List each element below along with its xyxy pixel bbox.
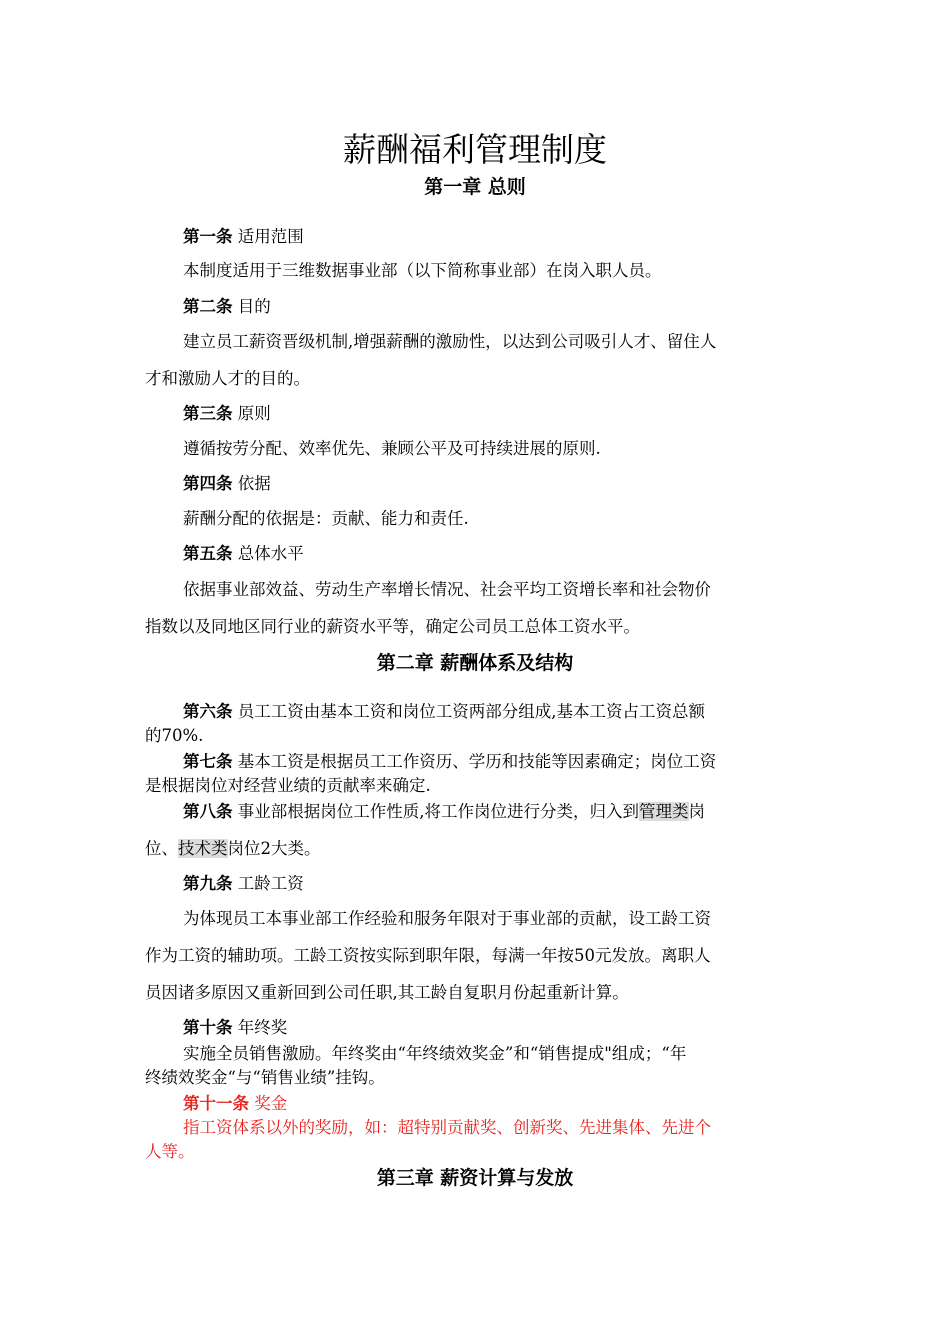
article-6-line-1 (183, 700, 705, 724)
article-label: 第六条 (183, 702, 233, 721)
article-5-body-line-1: 依据事业部效益、劳动生产率增长情况、社会平均工资增长率和社会物价 (183, 580, 711, 599)
article-title: 目的 (232, 297, 271, 316)
article-9-heading (183, 872, 304, 896)
article-label: 第九条 (183, 874, 233, 893)
chapter-2-heading: 第二章 薪酬体系及结构 (376, 652, 574, 674)
article-7-line-2: 是根据岗位对经营业绩的贡献率来确定. (145, 776, 431, 795)
article-2-body-line-2: 才和激励人才的目的。 (145, 369, 310, 388)
article-10-body-line-2: 终绩效奖金“与“销售业绩”挂钩。 (145, 1068, 385, 1087)
article-6-line-2: 的70%. (145, 726, 204, 745)
article-11-body-line-1: 指工资体系以外的奖励，如：超特别贡献奖、创新奖、先进集体、先进个 (183, 1118, 711, 1137)
article-5-body-line-2: 指数以及同地区同行业的薪资水平等，确定公司员工总体工资水平。 (145, 617, 640, 636)
article-label: 第四条 (183, 474, 233, 493)
chapter-3-heading: 第三章 薪资计算与发放 (376, 1167, 574, 1189)
article-9-body-line-1: 为体现员工本事业部工作经验和服务年限对于事业部的贡献，设工龄工资 (183, 909, 711, 928)
article-title: 年终奖 (232, 1018, 288, 1037)
article-4-body: 薪酬分配的依据是：贡献、能力和责任. (183, 509, 469, 528)
article-8-line-1 (183, 800, 705, 824)
article-label: 第二条 (183, 297, 233, 316)
article-text: 岗 (688, 802, 705, 821)
article-1-heading (183, 225, 304, 249)
article-11-body-line-2: 人等。 (145, 1142, 195, 1161)
article-3-body: 遵循按劳分配、效率优先、兼顾公平及可持续进展的原则. (183, 439, 601, 458)
article-9-body-line-2: 作为工资的辅助项。工龄工资按实际到职年限，每满一年按50元发放。离职人 (145, 946, 711, 965)
article-label: 第一条 (183, 227, 233, 246)
article-text: 岗位2大类。 (227, 839, 321, 858)
highlight-management-category: 管理类 (639, 802, 689, 821)
article-text: 事业部根据岗位工作性质,将工作岗位进行分类，归入到 (232, 802, 639, 821)
article-label: 第八条 (183, 802, 233, 821)
article-title: 原则 (232, 404, 271, 423)
article-10-body-line-1: 实施全员销售激励。年终奖由“年终绩效奖金”和“销售提成"组成；“年 (183, 1044, 687, 1063)
article-9-body-line-3: 员因诸多原因又重新回到公司任职,其工龄自复职月份起重新计算。 (145, 983, 629, 1002)
article-text: 位、 (145, 839, 178, 858)
article-8-line-2 (145, 837, 321, 861)
article-4-heading (183, 472, 271, 496)
article-label: 第七条 (183, 752, 233, 771)
article-label: 第十条 (183, 1018, 233, 1037)
article-10-heading (183, 1016, 287, 1040)
highlight-technical-category: 技术类 (178, 839, 228, 858)
article-text: 基本工资是根据员工工作资历、学历和技能等因素确定；岗位工资 (232, 752, 717, 771)
article-2-heading (183, 295, 271, 319)
article-11-heading (183, 1092, 287, 1116)
article-title: 总体水平 (232, 544, 304, 563)
article-title: 奖金 (249, 1094, 288, 1113)
article-3-heading (183, 402, 271, 426)
article-text: 员工工资由基本工资和岗位工资两部分组成,基本工资占工资总额 (232, 702, 705, 721)
article-title: 工龄工资 (232, 874, 304, 893)
article-label: 第三条 (183, 404, 233, 423)
article-5-heading (183, 542, 304, 566)
article-7-line-1 (183, 750, 716, 774)
document-title: 薪酬福利管理制度 (343, 130, 607, 169)
chapter-1-heading: 第一章 总则 (424, 176, 526, 198)
article-1-body: 本制度适用于三维数据事业部（以下简称事业部）在岗入职人员。 (183, 261, 662, 280)
article-label: 第十一条 (183, 1094, 249, 1113)
article-title: 适用范围 (232, 227, 304, 246)
article-title: 依据 (232, 474, 271, 493)
article-2-body-line-1: 建立员工薪资晋级机制,增强薪酬的激励性，以达到公司吸引人才、留住人 (183, 332, 717, 351)
article-label: 第五条 (183, 544, 233, 563)
